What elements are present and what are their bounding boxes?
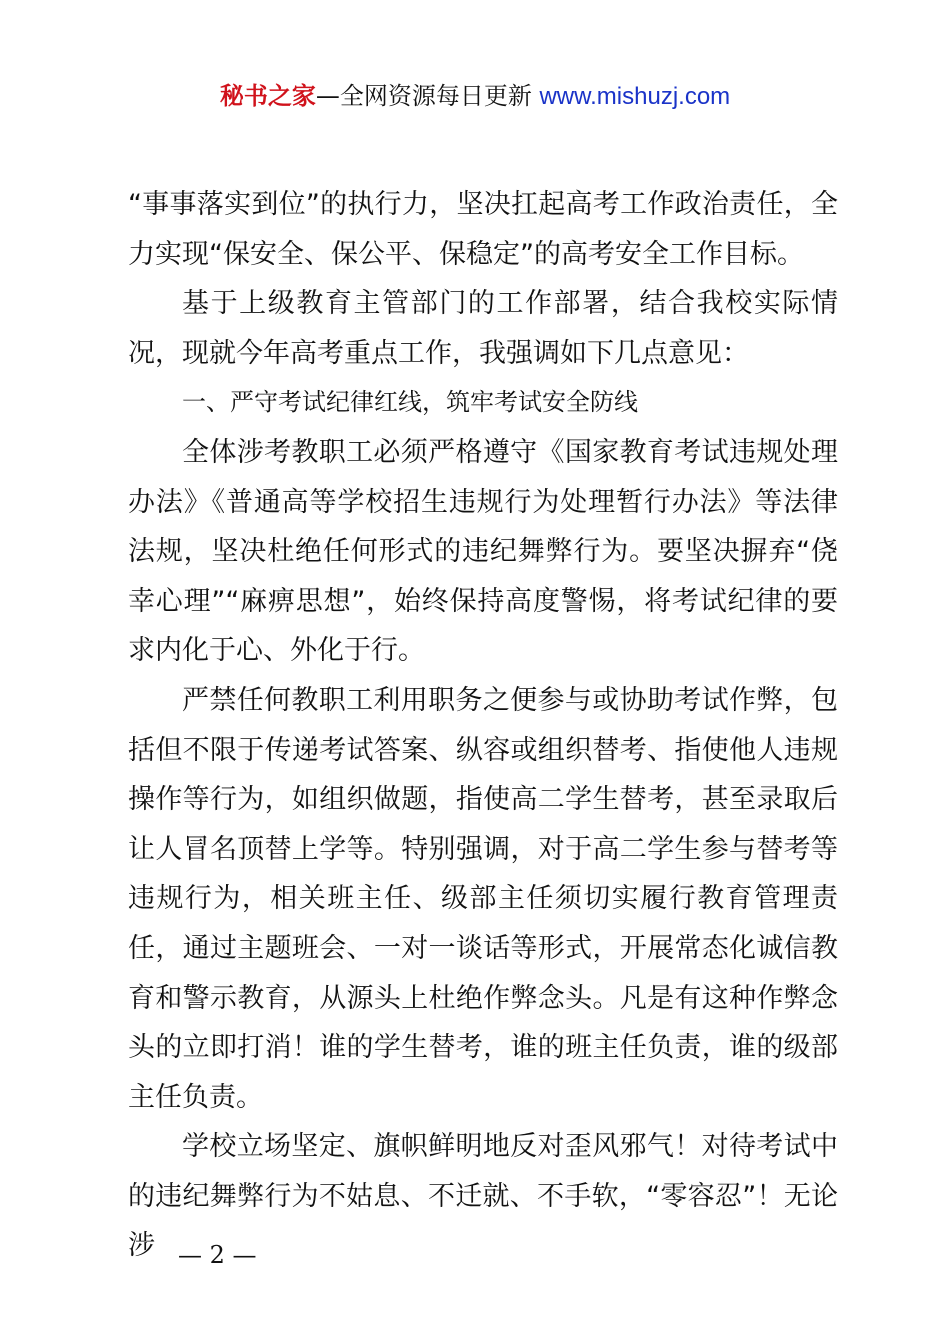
page-number: — 2 — bbox=[178, 1241, 257, 1269]
paragraph-prohibition: 严禁任何教职工利用职务之便参与或协助考试作弊，包括但不限于传递考试答案、纵容或组织替考、指使他人违规操作等行为，如组织做题，指使高二学生替考，甚至录取后让人冒名顶替上学等。特别强调，对于高二学生参与替考等违规行为，相关班主任、级部主任须切实履行教育管理责任，通过主题班会、一对一谈话等形式，开展常态化诚信教育和警示教育，从源头上杜绝作弊念头。凡是有这种作弊念头的立即打消！谁的学生替考，谁的班主任负责，谁的级部主任负责。 bbox=[128, 684, 838, 1113]
paragraph-intro: 基于上级教育主管部门的工作部署，结合我校实际情况，现就今年高考重点工作，我强调如下几点意见： bbox=[128, 288, 838, 369]
paragraph-continued: “事事落实到位”的执行力，坚决扛起高考工作政治责任，全力实现“保安全、保公平、保稳定”的高考安全工作目标。 bbox=[128, 189, 838, 270]
document-body bbox=[128, 180, 838, 1271]
banner-slogan: —全网资源每日更新 bbox=[315, 82, 540, 110]
brand-name: 秘书之家 bbox=[219, 82, 316, 110]
site-banner bbox=[0, 80, 950, 113]
paragraph-discipline: 全体涉考教职工必须严格遵守《国家教育考试违规处理办法》《普通高等学校招生违规行为处理暂行办法》等法律法规，坚决杜绝任何形式的违纪舞弊行为。要坚决摒弃“侥幸心理”“麻痹思想”，始终保持高度警惕，将考试纪律的要求内化于心、外化于行。 bbox=[128, 436, 838, 667]
site-url[interactable]: www.mishuzj.com bbox=[539, 83, 731, 110]
paragraph-stance: 学校立场坚定、旗帜鲜明地反对歪风邪气！对待考试中的违纪舞弊行为不姑息、不迁就、不手软，“零容忍”！无论涉 bbox=[128, 1131, 838, 1262]
section-heading: 一、严守考试纪律红线，筑牢考试安全防线 bbox=[182, 388, 638, 417]
